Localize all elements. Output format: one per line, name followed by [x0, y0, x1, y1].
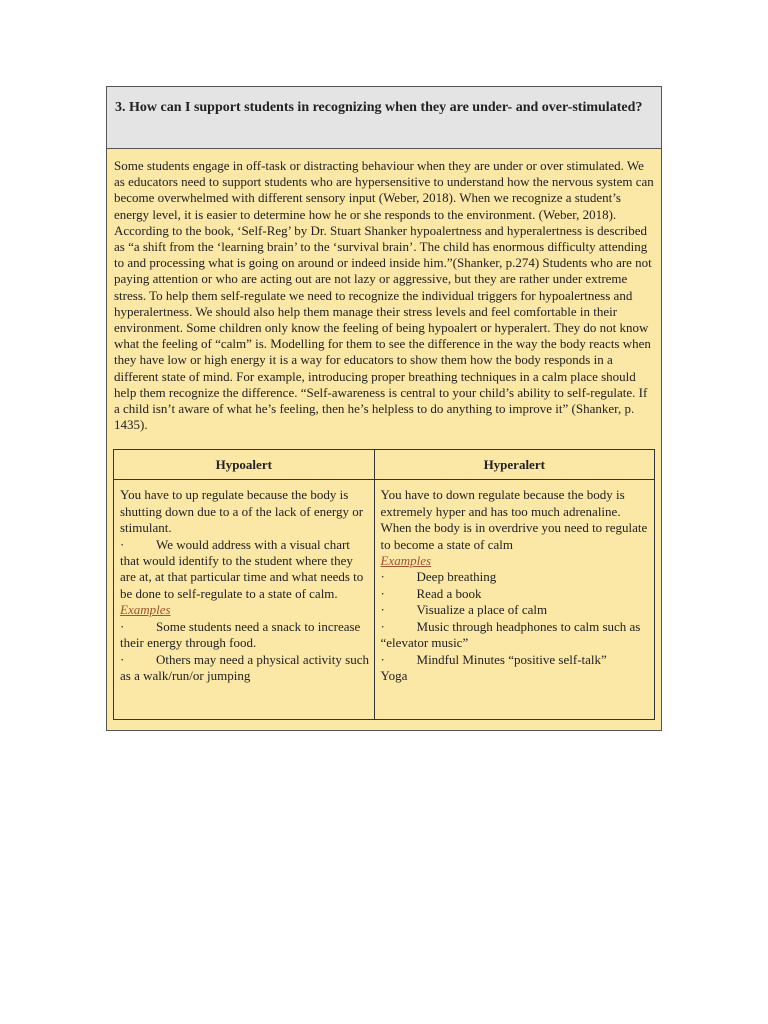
hyperalert-intro: You have to down regulate because the body is extremely hyper and has too much adrenaline. When the body is in overdrive you need to regulate to become a state of calm: [380, 487, 648, 552]
bullet-marker: ·: [120, 651, 125, 667]
header-hyperalert: Hyperalert: [374, 450, 654, 480]
bullet-marker: ·: [380, 651, 385, 667]
answer-text: [113, 158, 655, 433]
hyperalert-trailing: Yoga: [380, 667, 408, 683]
hypoalert-example-1: [120, 619, 370, 652]
bullet-marker: ·: [380, 585, 385, 601]
bullet-marker: ·: [120, 618, 125, 634]
hyperalert-cell: [374, 480, 654, 720]
hyperalert-example-1: [381, 569, 650, 585]
hyperalert-example-4-text: Music through headphones to calm such as “elevator music”: [380, 618, 641, 651]
bullet-marker: ·: [380, 569, 385, 585]
question-heading: 3. How can I support students in recognizing when they are under- and over-stimulated?: [107, 87, 661, 149]
hypoalert-intro: You have to up regulate because the body is shutting down due to a of the lack of energy or stimulant.: [120, 487, 364, 536]
bullet-marker: ·: [380, 618, 385, 634]
answer-paragraph-2: According to the book, ‘Self-Reg’ by Dr. Stuart Shanker hypoalertness and hyperalertness is described as “a shift from the ‘learning brain’ to the ‘survival brain’. The child has enormous difficulty attending to and processing what is going on around or indeed inside him.”(Shanker, p.274) Students who are not paying attention or who are acting out are not lazy or aggressive, but they are rather under extreme stress. To help them self-regulate we need to recognize the individual triggers for hypoalertness and hyperalertness. We should also help them manage their stress levels and feel comfortable in their environment. Some children only know the feeling of being hypoalert or hyperalert. They do not know what the feeling of “calm” is. Modelling for them to see the difference in the way the body reacts when they have low or high energy it is a way for educators to show them how the body responds in a different state of mind. For example, introducing proper breathing techniques in a calm place should help them recognize the difference. “Self-awareness is central to your child’s ability to self-regulate. If a child isn’t aware of what he’s feeling, then he’s helpless to do anything to improve it” (Shanker, p. 1435).: [114, 222, 652, 433]
bullet-marker: ·: [380, 602, 385, 618]
hypoalert-example-2-text: Others may need a physical activity such as a walk/run/or jumping: [120, 651, 369, 683]
comparison-header-row: [114, 450, 655, 480]
hypoalert-examples-label: Examples: [120, 602, 171, 618]
hypoalert-point-text: We would address with a visual chart that would identify to the student where they are at, at that particular time and what needs to be done to self-regulate to a state of calm.: [120, 536, 364, 601]
answer-section: [107, 149, 661, 730]
hyperalert-example-3: [381, 602, 650, 618]
hyperalert-examples-label: Examples: [380, 553, 432, 569]
comparison-table: [113, 449, 655, 720]
hypoalert-example-2: [120, 652, 370, 685]
hyperalert-example-1-text: Deep breathing: [416, 569, 497, 585]
hypoalert-cell: [114, 480, 375, 720]
hyperalert-example-2-text: Read a book: [416, 585, 482, 601]
header-hypoalert: Hypoalert: [114, 450, 375, 480]
hyperalert-example-3-text: Visualize a place of calm: [416, 602, 548, 618]
hyperalert-example-4: [381, 619, 650, 652]
comparison-body-row: [114, 480, 655, 720]
bullet-marker: ·: [120, 536, 125, 552]
answer-paragraph-1: Some students engage in off-task or distracting behaviour when they are under or over stimulated. We as educators need to support students who are hypersensitive to understand how the nervous system can become overwhelmed with different sensory input (Weber, 2018). When we recognize a student’s energy level, it is easier to determine how he or she responds to the environment. (Weber, 2018).: [114, 158, 654, 222]
document-table: [106, 86, 662, 731]
hyperalert-example-5: [381, 652, 650, 668]
hypoalert-example-1-text: Some students need a snack to increase their energy through food.: [120, 618, 361, 651]
hypoalert-point: [120, 537, 370, 603]
hyperalert-example-5-text: Mindful Minutes “positive self-talk”: [416, 651, 607, 667]
hyperalert-example-2: [381, 586, 650, 602]
